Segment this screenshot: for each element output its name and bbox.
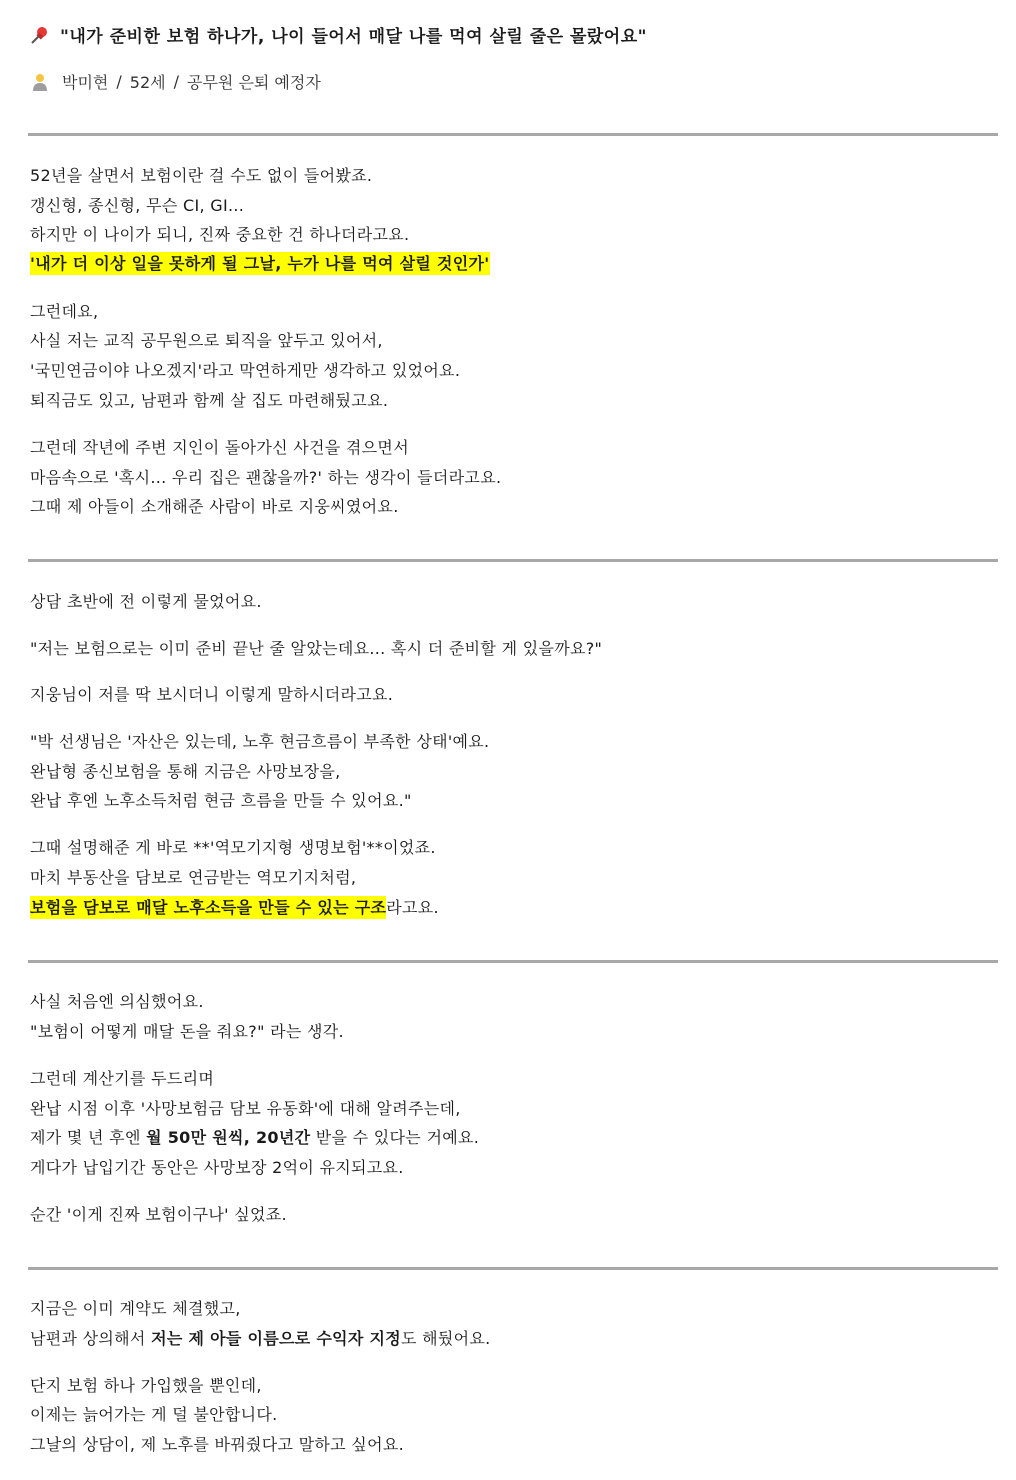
- divider: [28, 960, 998, 963]
- paragraph-line: 완납 시점 이후 '사망보험금 담보 유동화'에 대해 알려주는데,: [30, 1099, 461, 1118]
- paragraph-line: 그때 설명해준 게 바로 **'역모기지형 생명보험'**이었죠.: [30, 838, 436, 857]
- paragraph-line: "저는 보험으로는 이미 준비 끝난 줄 알았는데요... 혹시 더 준비할 게 있을까요?": [30, 639, 603, 658]
- author-role: 공무원 은퇴 예정자: [186, 73, 321, 92]
- line-suffix: 받을 수 있다는 거예요.: [310, 1128, 480, 1147]
- author-line: [32, 70, 321, 93]
- paragraph-line: '국민연금이야 나오겠지'라고 막연하게만 생각하고 있었어요.: [30, 361, 461, 380]
- paragraph-line: 이제는 늙어가는 게 덜 불안합니다.: [30, 1405, 278, 1424]
- document-title: [30, 22, 647, 47]
- paragraph-line: 단지 보험 하나 가입했을 뿐인데,: [30, 1376, 262, 1395]
- separator: /: [173, 72, 179, 91]
- author-age: 52세: [129, 73, 166, 92]
- bold-text: 월 50만 원씩, 20년간: [146, 1128, 311, 1147]
- paragraph-line: 갱신형, 종신형, 무슨 CI, GI...: [30, 196, 245, 215]
- separator: /: [116, 72, 122, 91]
- paragraph-line: 상담 초반에 전 이렇게 물었어요.: [30, 592, 262, 611]
- paragraph-line: 마치 부동산을 담보로 연금받는 역모기지처럼,: [30, 868, 357, 887]
- paragraph-line: 그날의 상담이, 제 노후를 바꿔줬다고 말하고 싶어요.: [30, 1435, 404, 1454]
- divider: [28, 559, 998, 562]
- paragraph-line: "보험이 어떻게 매달 돈을 줘요?" 라는 생각.: [30, 1022, 344, 1041]
- highlight-text: 보험을 담보로 매달 노후소득을 만들 수 있는 구조: [30, 898, 387, 917]
- divider: [28, 133, 998, 136]
- paragraph-line: 52년을 살면서 보험이란 걸 수도 없이 들어봤죠.: [30, 166, 373, 185]
- paragraph-line: 순간 '이게 진짜 보험이구나' 싶었죠.: [30, 1205, 287, 1224]
- paragraph-line: 사실 저는 교직 공무원으로 퇴직을 앞두고 있어서,: [30, 331, 383, 350]
- paragraph-line: 그런데요,: [30, 302, 99, 321]
- paragraph-line: 완납형 종신보험을 통해 지금은 사망보장을,: [30, 762, 341, 781]
- paragraph-line: [30, 895, 439, 921]
- paragraph-line: 퇴직금도 있고, 남편과 함께 살 집도 마련해뒀고요.: [30, 391, 389, 410]
- paragraph-line: 그런데 작년에 주변 지인이 돌아가신 사건을 겪으면서: [30, 438, 409, 457]
- paragraph-line: 지웅님이 저를 딱 보시더니 이렇게 말하시더라고요.: [30, 685, 394, 704]
- author-name: 박미현: [62, 73, 109, 92]
- paragraph-line: 지금은 이미 계약도 체결했고,: [30, 1299, 241, 1318]
- paragraph-line: 완납 후엔 노후소득처럼 현금 흐름을 만들 수 있어요.": [30, 791, 412, 810]
- person-icon: [32, 73, 48, 91]
- paragraph-line: 사실 처음엔 의심했어요.: [30, 992, 204, 1011]
- line-suffix: 라고요.: [386, 898, 439, 917]
- paragraph-line: "박 선생님은 '자산은 있는데, 노후 현금흐름이 부족한 상태'예요.: [30, 732, 490, 751]
- line-prefix: 남편과 상의해서: [30, 1329, 152, 1348]
- bold-text: 저는 제 아들 이름으로 수익자 지정: [151, 1329, 402, 1348]
- paragraph-line: 하지만 이 나이가 되니, 진짜 중요한 건 하나더라고요.: [30, 225, 410, 244]
- paragraph-line: [30, 1125, 479, 1151]
- pushpin-icon: [30, 25, 50, 45]
- paragraph-line: 마음속으로 '혹시... 우리 집은 괜찮을까?' 하는 생각이 들더라고요.: [30, 468, 502, 487]
- paragraph-line: 그런데 계산기를 두드리며: [30, 1069, 215, 1088]
- paragraph-line: 그때 제 아들이 소개해준 사람이 바로 지웅씨였어요.: [30, 497, 399, 516]
- line-suffix: 도 해뒀어요.: [401, 1329, 491, 1348]
- paragraph-line: 게다가 납입기간 동안은 사망보장 2억이 유지되고요.: [30, 1158, 404, 1177]
- title-text: "내가 준비한 보험 하나가, 나이 들어서 매달 나를 먹여 살릴 줄은 몰랐어요": [60, 27, 648, 47]
- highlight-text: '내가 더 이상 일을 못하게 될 그날, 누가 나를 먹여 살릴 것인가': [30, 254, 490, 273]
- highlighted-quote: [30, 251, 490, 277]
- divider: [28, 1267, 998, 1270]
- line-prefix: 제가 몇 년 후엔: [30, 1128, 147, 1147]
- paragraph-line: [30, 1326, 491, 1352]
